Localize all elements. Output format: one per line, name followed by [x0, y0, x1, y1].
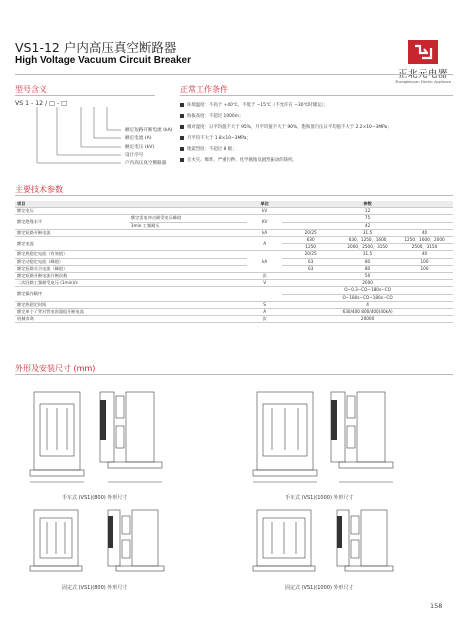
table-row: 额定热稳定电流（有效值） kA 20/25 31.5 40 — [15, 251, 453, 258]
model-label-design: 设计序号 — [125, 153, 144, 158]
bullet-icon — [180, 147, 184, 151]
page-title-en: High Voltage Vacuum Circuit Breaker — [15, 55, 191, 66]
table-row: 1min 工频耐压 42 — [15, 222, 453, 229]
bullet-icon — [180, 114, 184, 118]
drawing-fixed-800 — [20, 500, 230, 580]
specs-table — [15, 201, 453, 323]
drawing-handcart-1000 — [243, 382, 453, 490]
condition-item: 月平均不大于 1.8×10−3MPa； — [180, 133, 455, 144]
table-row: 二次回路工频耐受电压 (1min)/s V 2000 — [15, 280, 453, 287]
model-label-breaking: 额定短路开断电流 (kA) — [125, 128, 173, 133]
brand-logo — [392, 40, 454, 84]
table-row: 额定电流 A 630 630、1250、1600 1250、1600、2000 — [15, 237, 453, 244]
table-row: O−180s−CO−180s−CO — [15, 294, 453, 301]
table-row: 额定操作顺序 O−0.3−CO−180s−CO — [15, 287, 453, 294]
table-row: 额定动稳定电流（峰值） 63 80 100 — [15, 258, 453, 265]
col-unit: 单位 — [247, 201, 282, 208]
logo-text-cn — [392, 66, 454, 80]
conditions-heading: 正常工作条件 — [180, 85, 228, 94]
logo-mark-icon — [408, 40, 438, 64]
bullet-icon — [180, 103, 184, 107]
caption-handcart-1000: 手车式 (VS1)(1000) 外形尺寸 — [285, 495, 354, 501]
specs-underline — [15, 195, 453, 196]
drawing-handcart-800 — [20, 382, 220, 490]
table-row: 额定绝缘水平 额定雷电冲击耐受电压峰值 KV 75 — [15, 215, 453, 222]
drawings-underline — [15, 374, 453, 375]
condition-item: 地震烈度：不超过 8 级； — [180, 144, 455, 155]
table-row: 额定短路关合电流（峰值） 63 80 100 — [15, 265, 453, 272]
model-heading: 型号含义 — [15, 85, 47, 94]
condition-item: 相对湿度：日平均值不大于 95%，月平均值不大于 90%，饱和蒸汽压日平均值不大于 2.2×10−3MPa； — [180, 122, 455, 133]
header-divider — [15, 74, 453, 75]
model-label-type: 户内高压真空断路器 — [125, 161, 167, 166]
condition-item: 无火灾、爆炸、严重污秽、化学腐蚀及剧烈振动的场所。 — [180, 155, 455, 166]
drawings-heading: 外形及安装尺寸 (mm) — [15, 364, 96, 373]
table-header — [15, 201, 453, 208]
specs-heading: 主要技术参数 — [15, 185, 63, 194]
table-row: 额定热稳定时间 S 4 — [15, 301, 453, 308]
model-label-voltage: 额定电压 (kV) — [125, 145, 155, 150]
conditions-list — [180, 100, 455, 166]
bullet-icon — [180, 136, 184, 140]
table-row: 额定电压 kV 12 — [15, 208, 453, 215]
drawing-fixed-1000 — [243, 500, 453, 580]
table-row: 额定短路开断电流 kA 20/25 31.5 40 — [15, 229, 453, 236]
page-title-cn: VS1-12 户内高压真空断路器 — [15, 40, 177, 55]
model-diagram — [15, 107, 175, 167]
logo-text-en: Zhengbeiyuan Electric Appliance — [395, 80, 451, 84]
col-param: 参数 — [282, 201, 453, 208]
condition-item: 海拔高度：不超过 1000m； — [180, 111, 455, 122]
table-row: 1250 2000、2500、3150 2500、3150 — [15, 244, 453, 251]
bullet-icon — [180, 158, 184, 162]
condition-item: 环境温度：不高于 +40℃，不低于 −15℃（不允许在 −30℃时储运）； — [180, 100, 455, 111]
caption-fixed-1000: 固定式 (VS1)(1000) 外形尺寸 — [285, 585, 354, 591]
model-underline — [15, 95, 155, 96]
table-row: 机械寿命 次 20000 — [15, 316, 453, 323]
caption-fixed-800: 固定式 (VS1)(800) 外形尺寸 — [62, 585, 128, 591]
caption-handcart-800: 手车式 (VS1)(800) 外形尺寸 — [62, 495, 128, 501]
col-item: 项目 — [15, 201, 247, 208]
model-label-current: 额定电流 (A) — [125, 136, 152, 141]
table-row: 额定单个 / 背对背电容器组开断电流 A 630/400 800/400(40kA) — [15, 309, 453, 316]
bullet-icon — [180, 125, 184, 129]
conditions-underline — [180, 95, 453, 96]
table-row: 额定短路开断电流开断次数 次 50 — [15, 273, 453, 280]
model-code: VS 1 - 12 / □ - □ — [15, 100, 67, 107]
page-number: 158 — [430, 602, 443, 610]
